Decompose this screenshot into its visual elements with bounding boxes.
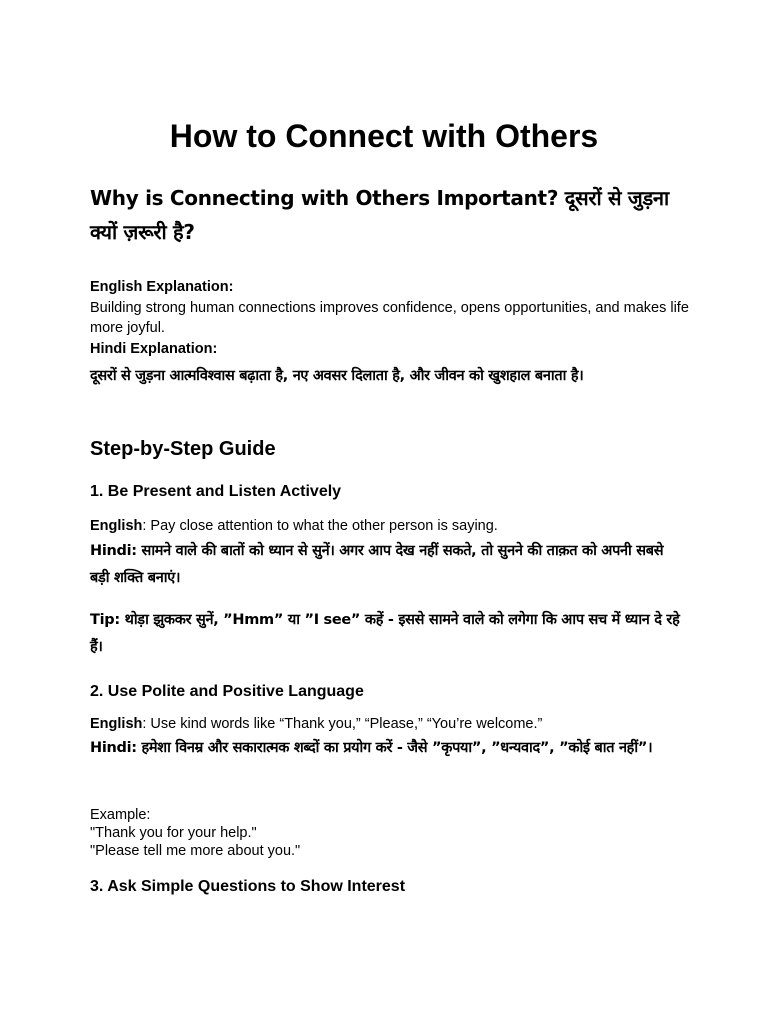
step-2-heading: 2. Use Polite and Positive Language: [90, 683, 364, 700]
step-2-english-text: : Use kind words like “Thank you,” “Please,” “You’re welcome.”: [142, 716, 543, 732]
step-1-english: [90, 516, 680, 536]
english-explanation-label: English Explanation:: [90, 279, 234, 295]
step-2-english-label: English: [90, 716, 143, 732]
step-2-english: [90, 714, 680, 734]
step-1-english-label: English: [90, 518, 143, 534]
step-2-example: [90, 806, 690, 860]
guide-heading: Step-by-Step Guide: [90, 438, 276, 460]
example-line-2: "Please tell me more about you.": [90, 843, 301, 859]
step-1-hindi: Hindi: सामने वाले की बातों को ध्यान से सुनें। अगर आप देख नहीं सकते, तो सुनने की ताक़त को अपनी सबसे बड़ी शक्ति बनाएं।: [90, 543, 664, 586]
step-1-heading: 1. Be Present and Listen Actively: [90, 483, 342, 500]
hindi-explanation-text: दूसरों से जुड़ना आत्मविश्वास बढ़ाता है, नए अवसर दिलाता है, और जीवन को खुशहाल बनाता है।: [90, 368, 584, 384]
hindi-explanation-label: Hindi Explanation:: [90, 340, 218, 357]
step-2-hindi: Hindi: हमेशा विनम्र और सकारात्मक शब्दों का प्रयोग करें - जैसे ”कृपया”, ”धन्यवाद”, ”कोई बात नहीं”।: [90, 740, 653, 756]
step-1-english-text: : Pay close attention to what the other person is saying.: [142, 518, 498, 534]
english-explanation-text: Building strong human connections improves confidence, opens opportunities, and makes life more joyful.: [90, 299, 689, 336]
example-line-1: "Thank you for your help.": [90, 825, 257, 841]
explanation-section: [90, 277, 690, 389]
step-1-tip: Tip: थोड़ा झुककर सुनें, ”Hmm” या ”I see” कहें - इससे सामने वाले को लगेगा कि आप सच में ध्यान दे रहे हैं।: [90, 612, 680, 655]
page-title: How to Connect with Others: [169, 118, 599, 154]
why-heading: Why is Connecting with Others Important? दूसरों से जुड़ना क्यों ज़रूरी है?: [90, 186, 669, 244]
step-3-heading: 3. Ask Simple Questions to Show Interest: [90, 878, 406, 895]
example-label: Example:: [90, 807, 151, 823]
